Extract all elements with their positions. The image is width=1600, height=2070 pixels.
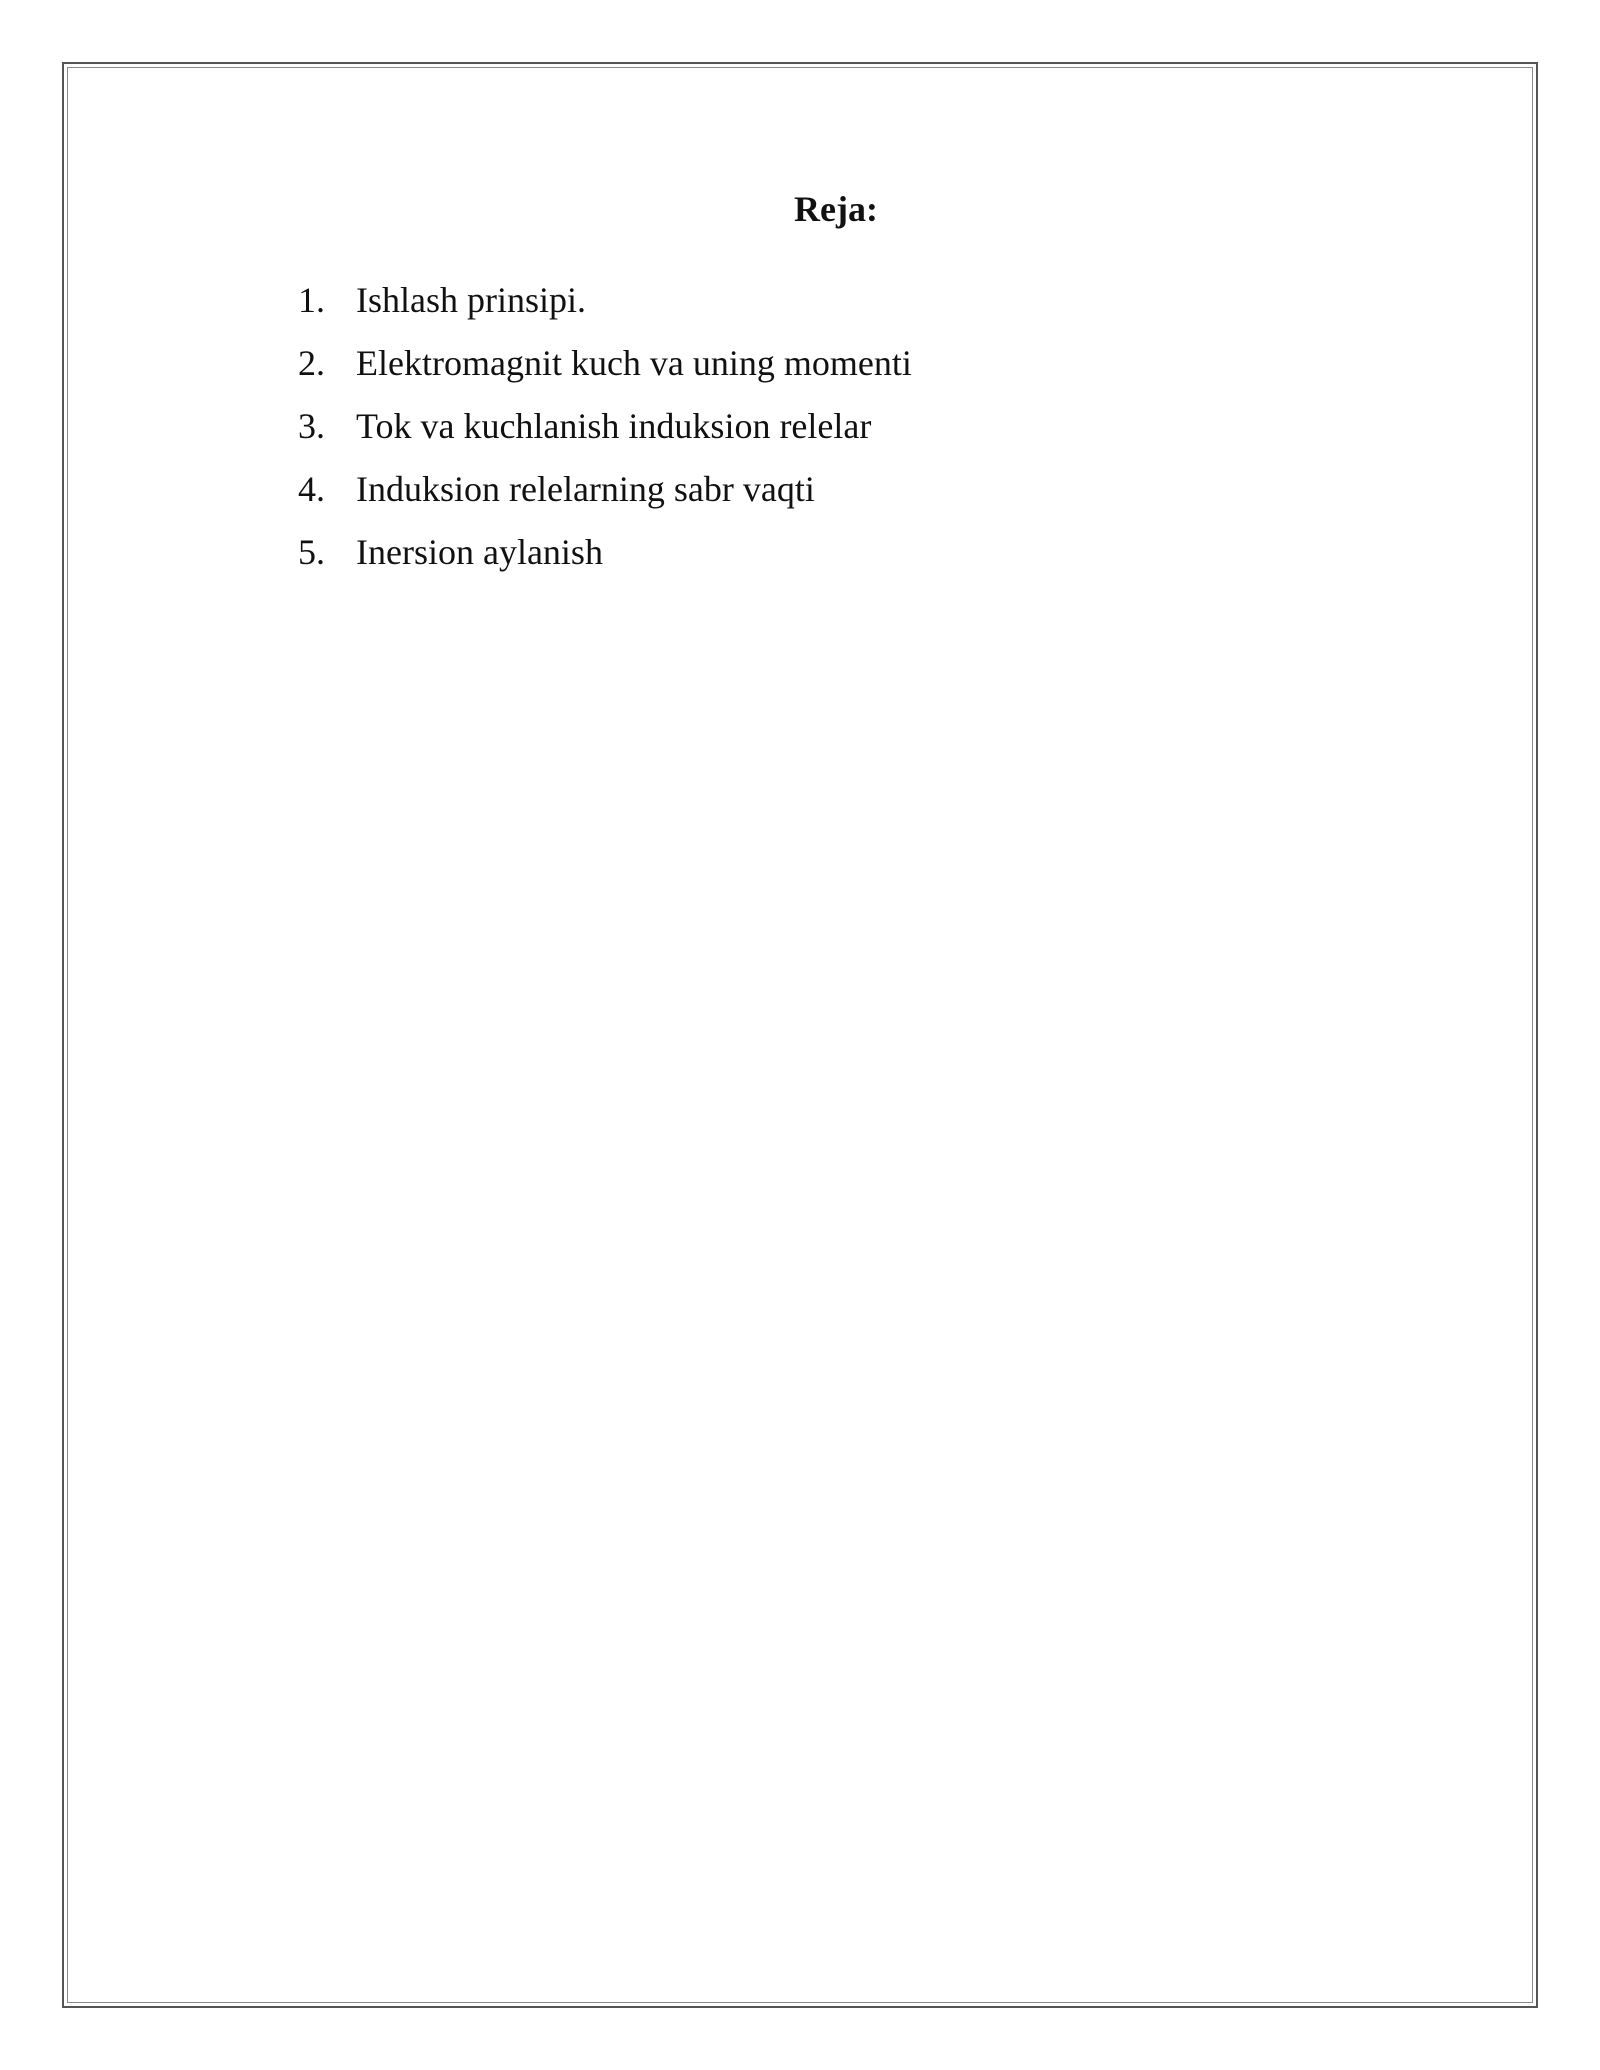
plan-item <box>298 340 912 403</box>
plan-item <box>298 466 912 529</box>
page-title: Reja: <box>794 189 878 229</box>
plan-item-text: Induksion relelarning sabr vaqti <box>356 469 815 509</box>
plan-list <box>298 277 912 592</box>
plan-item <box>298 403 912 466</box>
plan-item-number: 5. <box>298 532 325 572</box>
plan-item <box>298 277 912 340</box>
plan-item-text: Ishlash prinsipi. <box>356 280 586 320</box>
plan-item-number: 4. <box>298 469 325 509</box>
plan-item-number: 1. <box>298 280 325 320</box>
plan-item-number: 2. <box>298 343 325 383</box>
plan-item-text: Tok va kuchlanish induksion relelar <box>356 406 872 446</box>
plan-item-text: Inersion aylanish <box>356 532 603 572</box>
plan-item-number: 3. <box>298 406 325 446</box>
plan-item <box>298 529 912 592</box>
plan-item-text: Elektromagnit kuch va uning momenti <box>356 343 912 383</box>
